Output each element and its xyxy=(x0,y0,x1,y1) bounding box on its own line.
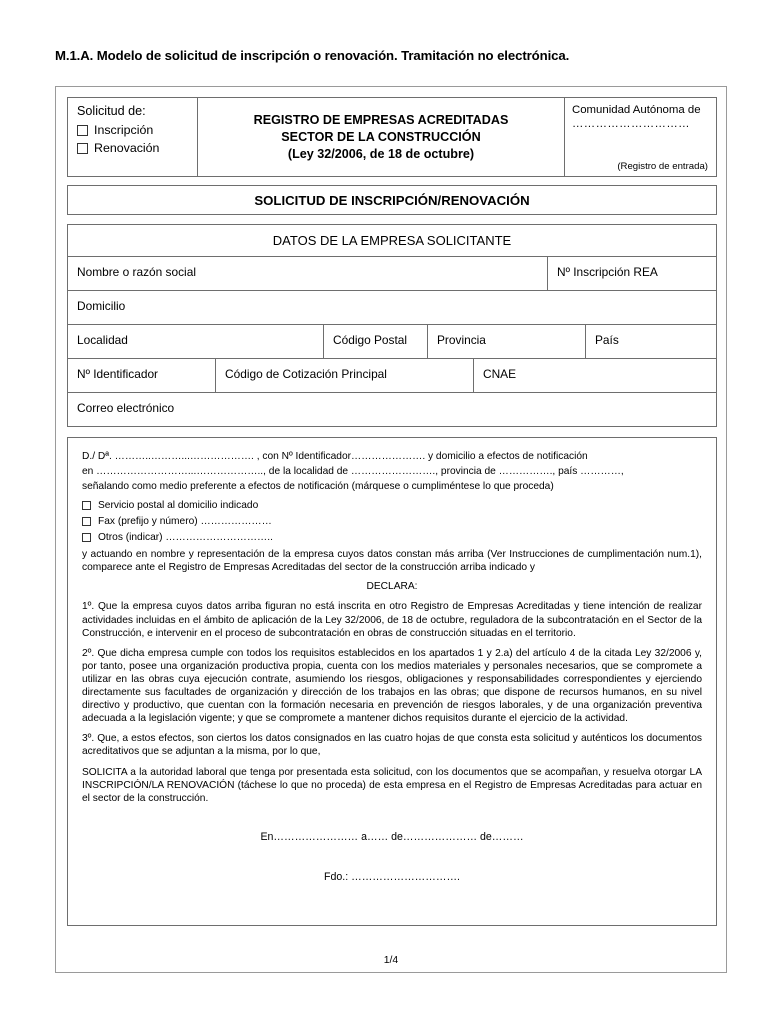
declaration-declara-heading: DECLARA: xyxy=(366,581,418,593)
table-row xyxy=(68,393,716,426)
field-n-identificador[interactable]: Nº Identificador xyxy=(68,359,216,392)
field-localidad[interactable]: Localidad xyxy=(68,325,324,358)
checkbox-square-icon[interactable] xyxy=(77,125,88,136)
checkbox-inscripcion-label: Inscripción xyxy=(94,123,154,137)
page-number: 1/4 xyxy=(383,955,399,966)
declaration-intro-line1: D./ Dª. ………..………...………………. , con Nº Identificador…………………. y domicilio a efectos de notificación xyxy=(82,451,588,462)
region-box xyxy=(565,97,717,177)
registry-title-line2: SECTOR DE LA CONSTRUCCIÓN xyxy=(281,129,481,144)
table-row xyxy=(68,257,716,291)
declaration-point-2: 2º. Que dicha empresa cumple con todos los requisitos establecidos en los apartados 1 y 2.a) del artículo 4 de la citada Ley 32/2006 y, por tanto, posee una organización productiva propia, cuenta con los medios materiales y personales necesarios, que se compromete a utilizar en las obras cuya ejecución contrate, asumiendo los riesgos, obligaciones y responsabilidades correspondientes y ejerciendo directamente sus facultades de organización y dirección de los trabajos en las obras; que dispone de recursos humanos, en su nivel directivo y productivo, que cuentan con la formación necesaria en prevención de riesgos laborales, y de una organización preventiva adecuada a la legislación vigente; y que se compromete a mantener dichos requisitos durante el ejercicio de la actividad. xyxy=(82,647,702,725)
declaration-block xyxy=(67,437,717,926)
region-dots: ………………………… xyxy=(572,118,690,130)
registry-title-line3: (Ley 32/2006, de 18 de octubre) xyxy=(287,146,475,161)
checkbox-otros-label: Otros (indicar) ………………………….. xyxy=(98,532,273,544)
registry-title-box xyxy=(198,97,565,177)
checkbox-square-icon[interactable] xyxy=(82,501,91,510)
declaration-solicita: SOLICITA a la autoridad laboral que tenga por presentada esta solicitud, con los documentos que se acompañan, y resuelva otorgar LA INSCRIPCIÓN/LA RENOVACIÓN (táchese lo que no proceda) de esta empresa en el Registro de Empresas Acreditadas para actuar en el sector de la construcción. xyxy=(82,766,702,804)
checkbox-renovacion-label: Renovación xyxy=(94,141,160,155)
form-container xyxy=(55,86,727,973)
field-domicilio[interactable]: Domicilio xyxy=(77,299,126,313)
page-title: M.1.A. Modelo de solicitud de inscripción o renovación. Tramitación no electrónica. xyxy=(55,48,570,63)
field-codigo-cotizacion[interactable]: Código de Cotización Principal xyxy=(216,359,474,392)
field-n-inscripcion-rea[interactable]: Nº Inscripción REA xyxy=(557,265,658,279)
declaration-point-1: 1º. Que la empresa cuyos datos arriba figuran no está inscrita en otro Registro de Empresas Acreditadas y tiene intención de realizar actividades incluidas en el ámbito de aplicación de la Ley 32/2006, de 18 de octubre, reguladora de la subcontratación en el Sector de la Construcción, e intervenir en el proceso de subcontratación en obras de construcción situadas en el territorio. xyxy=(82,601,702,639)
table-row xyxy=(68,325,716,359)
request-type-box xyxy=(67,97,198,177)
declaration-point-3: 3º. Que, a estos efectos, son ciertos los datos consignados en las cuatro hojas de que consta esta solicitud y auténticos los documentos acreditativos que se adjuntan a la misma, por lo que, xyxy=(82,733,702,758)
registry-title-line1: REGISTRO DE EMPRESAS ACREDITADAS xyxy=(253,112,509,127)
form-header-row xyxy=(67,97,717,177)
region-label: Comunidad Autónoma de xyxy=(572,104,701,116)
table-row xyxy=(68,291,716,325)
field-provincia[interactable]: Provincia xyxy=(428,325,586,358)
checkbox-square-icon[interactable] xyxy=(82,517,91,526)
checkbox-otros[interactable] xyxy=(82,532,702,543)
signature-line[interactable]: Fdo.: …………………………. xyxy=(324,870,460,883)
field-cnae[interactable]: CNAE xyxy=(483,367,517,381)
field-pais[interactable]: País xyxy=(595,333,619,347)
checkbox-servicio-postal-label: Servicio postal al domicilio indicado xyxy=(98,500,259,512)
checkbox-renovacion[interactable] xyxy=(77,141,189,155)
checkbox-inscripcion[interactable] xyxy=(77,123,189,137)
checkbox-fax[interactable] xyxy=(82,516,702,527)
field-correo-electronico[interactable]: Correo electrónico xyxy=(77,401,175,415)
declaration-acting-text: y actuando en nombre y representación de la empresa cuyos datos constan más arriba (Ver Instrucciones de cumplimentación num.1), comparece ante el Registro de Empresas Acreditadas del sector de la construcción arriba indicado y xyxy=(82,549,702,574)
form-inner xyxy=(67,97,717,926)
field-nombre[interactable]: Nombre o razón social xyxy=(68,257,548,290)
checkbox-square-icon[interactable] xyxy=(82,533,91,542)
declaration-intro-line2: en ………………………...……………….., de la localidad de ……………………., provincia de ……………., país …………, xyxy=(82,466,624,478)
company-data-block xyxy=(67,224,717,427)
declaration-intro-line3: señalando como medio preferente a efectos de notificación (márquese o cumpliméntese lo que proceda) xyxy=(82,481,554,493)
table-row xyxy=(68,359,716,393)
form-banner: SOLICITUD DE INSCRIPCIÓN/RENOVACIÓN xyxy=(67,185,717,215)
request-type-label: Solicitud de: xyxy=(77,104,146,118)
field-codigo-postal[interactable]: Código Postal xyxy=(324,325,428,358)
checkbox-fax-label: Fax (prefijo y número) ………………… xyxy=(98,516,272,528)
place-date-line[interactable]: En…………………… a…… de………………… de……… xyxy=(260,830,524,843)
entry-register-label: (Registro de entrada) xyxy=(617,161,708,172)
checkbox-square-icon[interactable] xyxy=(77,143,88,154)
checkbox-servicio-postal[interactable] xyxy=(82,500,702,511)
company-data-title: DATOS DE LA EMPRESA SOLICITANTE xyxy=(68,225,716,257)
